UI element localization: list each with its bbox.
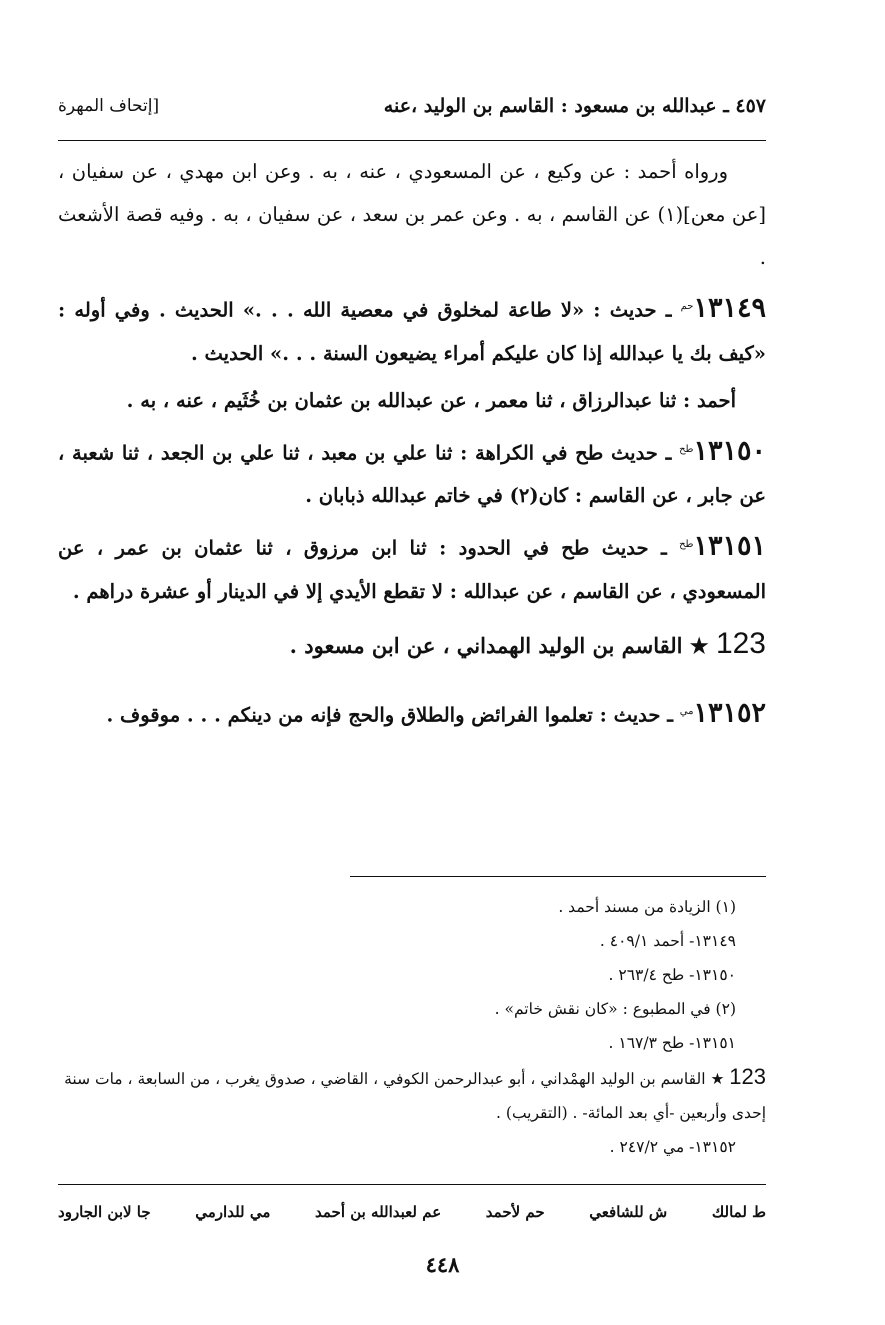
hadith-entry-13151 — [58, 523, 766, 613]
translation-number: 123 — [729, 1064, 766, 1089]
star-icon: ★ — [710, 1070, 725, 1088]
footnote-translation — [58, 1060, 766, 1130]
abbreviation-item: مي للدارمي — [195, 1203, 271, 1221]
translation-text: القاسم بن الوليد الهمداني ، عن ابن مسعود . — [289, 632, 683, 658]
footnote: ١٣١٤٩- أحمد ٤٠٩/١ . — [599, 932, 736, 950]
footnote: ١٣١٥١- طح ١٦٧/٣ . — [608, 1034, 736, 1052]
hadith-text: ـ حديث : تعلموا الفرائض والطلاق والحج فإنه من دينكم . . . موقوف . — [106, 703, 673, 726]
footnote-text: القاسم بن الوليد الهمْداني ، أبو عبدالرحمن الكوفي ، القاضي ، صدوق يغرب ، من السابعة ، مات سنة إحدى وأربعين -أي بعد المائة- . (التقريب) . — [64, 1070, 766, 1122]
abbreviation-item: حم لأحمد — [485, 1203, 545, 1221]
hadith-entry-13150 — [58, 428, 766, 518]
hadith-number: ١٣١٥١ — [693, 530, 766, 562]
page-number: ٤٤٨ — [425, 1252, 460, 1277]
abbreviation-item: ش للشافعي — [589, 1203, 668, 1221]
hadith-entry-13152 — [58, 690, 766, 737]
running-title: ٤٥٧ ـ عبدالله بن مسعود : القاسم بن الوليد ،عنه — [383, 95, 766, 117]
abbreviation-key — [58, 1196, 766, 1228]
hadith-number: ١٣١٥٠ — [693, 435, 767, 466]
narration-line: أحمد : ثنا عبدالرزاق ، ثنا معمر ، عن عبدالله بن عثمان بن خُثَيم ، عنه ، به . — [126, 388, 736, 412]
abbreviation-divider — [58, 1184, 766, 1185]
footnote: ١٣١٥٢- مي ٢٤٧/٢ . — [609, 1138, 736, 1156]
book-title: [إتحاف المهرة — [58, 96, 160, 116]
source-siglum: طح — [679, 539, 694, 550]
hadith-text: ـ حديث طح في الكراهة : ثنا علي بن معبد ، ثنا علي بن الجعد ، ثنا شعبة ، عن جابر ، عن القاسم : كان(٢) في خاتم عبدالله ذبابان . — [58, 441, 766, 507]
abbreviation-item: ط لمالك — [711, 1203, 766, 1221]
footnotes — [58, 890, 766, 1164]
hadith-text: ـ حديث : «لا طاعة لمخلوق في معصية الله . . .» الحديث . وفي أوله : «كيف بك يا عبدالله إذا كان عليكم أمراء يضيعون السنة . . .» الحديث . — [58, 298, 766, 365]
abbreviation-item: جا لابن الجارود — [58, 1203, 151, 1221]
translation-heading — [58, 621, 766, 669]
footnote: ١٣١٥٠- طح ٢٦٣/٤ . — [608, 966, 736, 984]
header-divider — [58, 140, 766, 141]
footnote-divider — [350, 876, 766, 877]
translation-number: 123 — [715, 626, 766, 660]
source-siglum: حم — [680, 301, 694, 312]
star-icon: ★ — [689, 632, 709, 658]
footnote: (٢) في المطبوع : «كان نقش خاتم» . — [494, 1000, 736, 1018]
footnote: (١) الزيادة من مسند أحمد . — [558, 898, 736, 916]
main-text — [58, 150, 766, 736]
intro-paragraph: ورواه أحمد : عن وكيع ، عن المسعودي ، عنه ، به . وعن ابن مهدي ، عن سفيان ، [عن معن](١) عن القاسم ، به . وعن عمر بن سعد ، عن سفيان ، به . وفيه قصة الأشعث . — [58, 160, 767, 269]
hadith-number: ١٣١٤٩ — [693, 292, 766, 324]
page-header — [58, 86, 766, 126]
source-siglum: مي — [679, 705, 694, 717]
hadith-entry-13149 — [58, 285, 766, 375]
hadith-number: ١٣١٥٢ — [693, 697, 766, 728]
source-siglum: طح — [679, 443, 694, 455]
abbreviation-item: عم لعبدالله بن أحمد — [315, 1203, 442, 1221]
hadith-text: ـ حديث طح في الحدود : ثنا ابن مرزوق ، ثنا عثمان بن عمر ، عن المسعودي ، عن القاسم ، عن عبدالله : لا تقطع الأيدي إلا في الدينار أو عشرة دراهم . — [58, 536, 766, 603]
